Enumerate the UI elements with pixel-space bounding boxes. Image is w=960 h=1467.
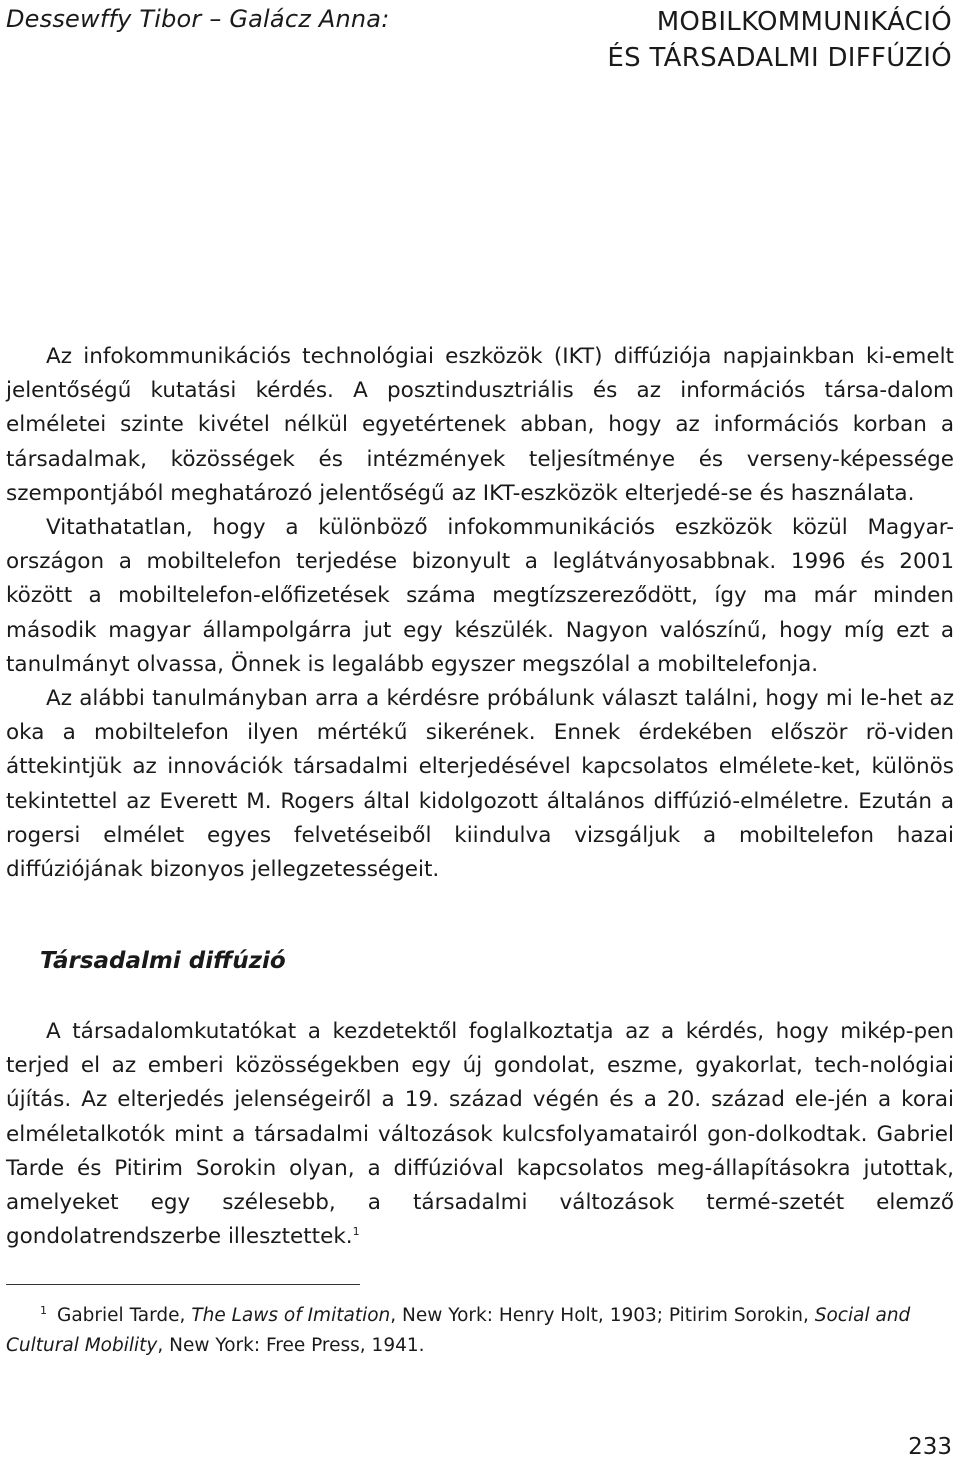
footnote-book-title-2: Social and Cultural Mobility (6, 1305, 911, 1356)
intro-paragraph-2: Vitathatatlan, hogy a különböző infokommunikációs eszközök közül Magyar-országon a mobiltelefon terjedése bizonyult a leglátványosabbnak. 1996 és 2001 között a mobiltelefon-előfizetések száma megtízszereződött, így ma már minden második magyar állampolgárra jut egy készülék. Nagyon valószínű, hogy míg ezt a tanulmányt olvassa, Önnek is legalább egyszer megszólal a mobiltelefonja. (6, 515, 954, 677)
footnote-reference[interactable]: 1 (352, 1225, 360, 1239)
section-text (6, 1015, 954, 1254)
section-paragraph-text: A társadalomkutatókat a kezdetektől foglalkoztatja az a kérdés, hogy mikép-pen terjed el az emberi közösségekben egy új gondolat, eszme, gyakorlat, tech-nológiai újítás. Az elterjedés jelenségeiről a 19. század végén és a 20. század ele-jén a korai elméletalkotók mint a társadalmi változások kulcsfolyamatairól gon-dolkodtak. Gabriel Tarde és Pitirim Sorokin olyan, a diffúzióval kapcsolatos meg-állapításokra jutottak, amelyeket egy szélesebb, a társadalmi változások termé-szetét elemző gondolatrendszerbe illesztettek. (6, 1019, 954, 1250)
footnote-book-title-1: The Laws of Imitation (191, 1305, 391, 1326)
footnote-text-c: , New York: Free Press, 1941. (157, 1335, 425, 1356)
footnote-mark: 1 (40, 1303, 47, 1317)
intro-paragraph-3: Az alábbi tanulmányban arra a kérdésre próbálunk választ találni, hogy mi le-het az oka a mobiltelefon ilyen mértékű sikerének. Ennek érdekében először rö-viden áttekintjük az innovációk társadalmi elterjedésével kapcsolatos elmélete-ket, különös tekintettel az Everett M. Rogers által kidolgozott általános diffúzió-elméletre. Ezután a rogersi elmélet egyes felvetéseiből kiindulva vizsgáljuk a mobiltelefon hazai diffúziójának bizonyos jellegzetességeit. (6, 686, 954, 883)
page-number: 233 (908, 1434, 952, 1460)
article-title (607, 4, 952, 76)
footnote-text-a: Gabriel Tarde, (57, 1305, 192, 1326)
section-paragraph (6, 1015, 954, 1254)
footnote (6, 1301, 954, 1361)
article-title-line-1: MOBILKOMMUNIKÁCIÓ (656, 7, 952, 37)
section-heading: Társadalmi diffúzió (40, 948, 286, 974)
article-title-line-2: ÉS TÁRSADALMI DIFFÚZIÓ (607, 43, 952, 73)
footnote-text-b: , New York: Henry Holt, 1903; Pitirim Sorokin, (390, 1305, 815, 1326)
intro-paragraph-1: Az infokommunikációs technológiai eszközök (IKT) diffúziója napjainkban ki-emelt jelentőségű kutatási kérdés. A posztindusztriális és az információs társa-dalom elméletei szinte kivétel nélkül egyetértenek abban, hogy az információs korban a társadalmak, közösségek és intézmények teljesítménye és verseny-képessége szempontjából meghatározó jelentőségű az IKT-eszközök elterjedé-se és használata. (6, 344, 954, 506)
footnote-divider (6, 1284, 360, 1285)
article-authors: Dessewffy Tibor – Galácz Anna: (6, 5, 390, 33)
intro-text (6, 340, 954, 887)
